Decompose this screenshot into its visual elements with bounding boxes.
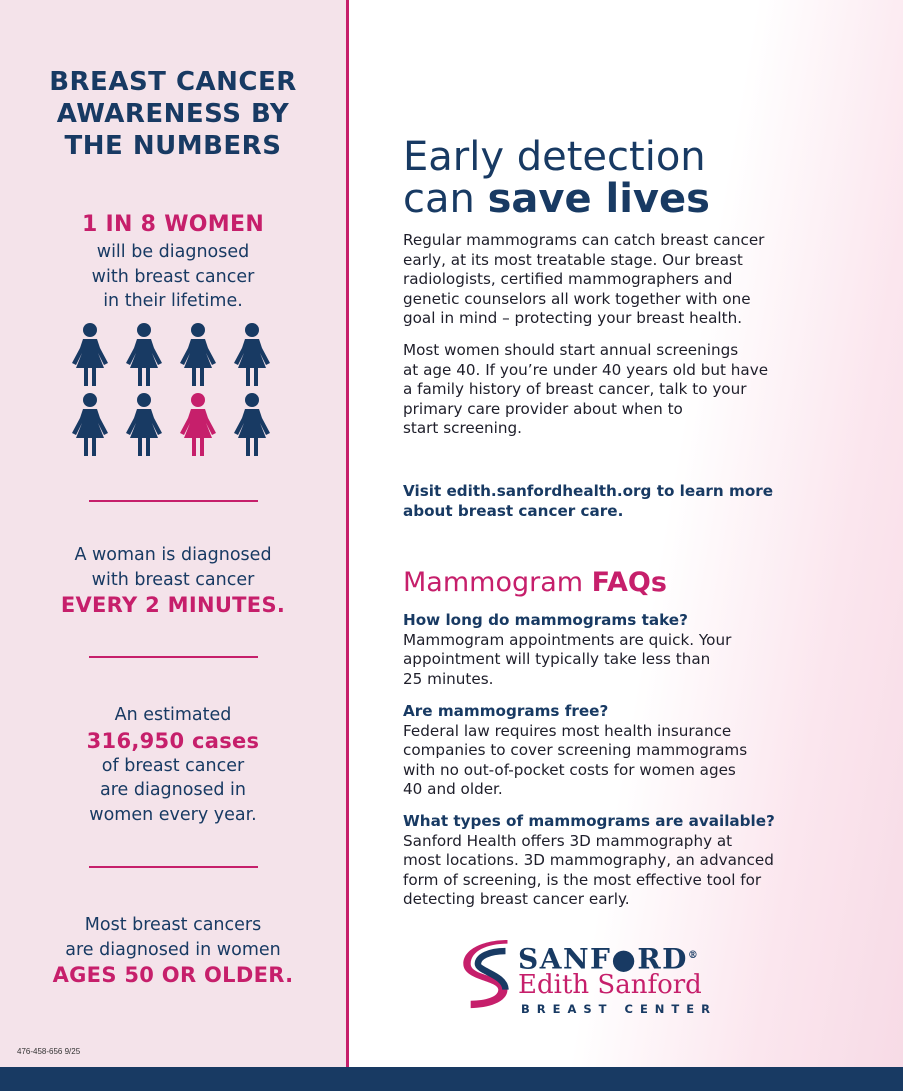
para-line: early, at its most treatable stage. Our breast — [403, 250, 743, 269]
woman-icon — [124, 392, 164, 458]
heading-line — [403, 178, 863, 220]
faq-item — [403, 702, 823, 800]
left-title — [20, 66, 326, 162]
stat-line: A woman is diagnosed — [74, 545, 272, 565]
logo-sanford-text: SANF●RD — [518, 942, 688, 976]
women-icon-grid — [70, 322, 280, 458]
registered-mark: ® — [687, 950, 700, 961]
stat-line: will be diagnosed — [96, 242, 250, 262]
heading-line: Early detection — [403, 134, 706, 180]
section-rule — [89, 866, 258, 868]
main-heading — [403, 136, 863, 220]
faq-answer-line: Federal law requires most health insurance — [403, 721, 732, 740]
faq-answer-line: appointment will typically take less than — [403, 650, 711, 668]
stat-cases-per-year — [20, 703, 326, 827]
link-line: Visit edith.sanfordhealth.org to learn more — [403, 482, 774, 500]
faq-answer-line: form of screening, is the most effective tool for — [403, 870, 762, 889]
stat-line: women every year. — [89, 804, 257, 825]
woman-icon — [70, 392, 110, 458]
sanford-logo — [463, 938, 723, 1020]
left-title-line: AWARENESS BY — [56, 99, 290, 129]
heading-plain: can — [403, 176, 488, 222]
intro-paragraph — [403, 231, 823, 329]
faq-answer-line: companies to cover screening mammograms — [403, 741, 748, 759]
ribbon-icon — [463, 938, 511, 1016]
stat-highlight: AGES 50 OR OLDER. — [52, 963, 294, 987]
woman-icon — [232, 392, 272, 458]
faq-answer-line: with no out-of-pocket costs for women ages — [403, 760, 736, 779]
faq-answer-line: 25 minutes. — [403, 669, 494, 688]
heading-bold: save lives — [487, 176, 710, 222]
woman-icon — [124, 322, 164, 388]
woman-icon — [178, 322, 218, 388]
faq-answer-line: detecting breast cancer early. — [403, 890, 630, 908]
stat-line: of breast cancer — [101, 755, 245, 776]
stat-line: with breast cancer — [91, 266, 255, 287]
para-line: a family history of breast cancer, talk to your — [403, 380, 747, 398]
faq-item — [403, 611, 823, 689]
para-line: primary care provider about when to — [403, 399, 683, 418]
faq-question: What types of mammograms are available? — [403, 812, 775, 830]
logo-edith-sanford: Edith Sanford — [518, 970, 702, 1000]
faq-question: Are mammograms free? — [403, 702, 609, 720]
logo-breast-center: BREAST CENTER — [521, 1002, 717, 1016]
screening-paragraph — [403, 341, 823, 439]
faq-heading-plain: Mammogram — [403, 567, 592, 598]
faq-answer-line: Sanford Health offers 3D mammography at — [403, 831, 733, 850]
stat-line: are diagnosed in women — [65, 939, 281, 960]
para-line: genetic counselors all work together with one — [403, 289, 751, 308]
stat-line: with breast cancer — [91, 569, 255, 590]
document-code: 476-458-656 9/25 — [17, 1047, 81, 1056]
stat-one-in-eight — [20, 210, 326, 314]
para-line: goal in mind – protecting your breast health. — [403, 309, 743, 327]
woman-icon — [232, 322, 272, 388]
footer-bar — [0, 1067, 903, 1091]
section-rule — [89, 656, 258, 658]
faq-answer-line: Mammogram appointments are quick. Your — [403, 630, 732, 649]
link-line: about breast cancer care. — [403, 501, 624, 520]
para-line: at age 40. If you’re under 40 years old but have — [403, 360, 769, 379]
faq-heading — [403, 566, 667, 600]
stat-highlight: 316,950 cases — [86, 728, 260, 753]
woman-icon-highlighted — [178, 392, 218, 458]
faq-question: How long do mammograms take? — [403, 611, 688, 629]
visit-website-link[interactable] — [403, 482, 823, 521]
left-title-line: BREAST CANCER — [49, 67, 297, 97]
stat-ages-fifty — [20, 913, 326, 988]
stat-every-two-minutes — [20, 543, 326, 618]
stat-line: are diagnosed in — [100, 780, 246, 800]
para-line: Regular mammograms can catch breast cancer — [403, 231, 765, 249]
stat-line: in their lifetime. — [103, 291, 243, 311]
para-line: Most women should start annual screenings — [403, 341, 739, 359]
woman-icon — [70, 322, 110, 388]
stat-line: Most breast cancers — [84, 915, 262, 935]
stat-highlight: 1 IN 8 WOMEN — [81, 212, 265, 237]
stat-line: An estimated — [114, 705, 232, 725]
left-title-line: THE NUMBERS — [64, 131, 282, 161]
section-rule — [89, 500, 258, 502]
faq-item — [403, 812, 823, 910]
stat-highlight: EVERY 2 MINUTES. — [60, 593, 286, 617]
para-line: start screening. — [403, 419, 523, 437]
faq-answer-line: 40 and older. — [403, 780, 503, 798]
para-line: radiologists, certified mammographers and — [403, 270, 733, 288]
faq-heading-bold: FAQs — [591, 567, 667, 598]
faq-answer-line: most locations. 3D mammography, an advanced — [403, 851, 774, 869]
